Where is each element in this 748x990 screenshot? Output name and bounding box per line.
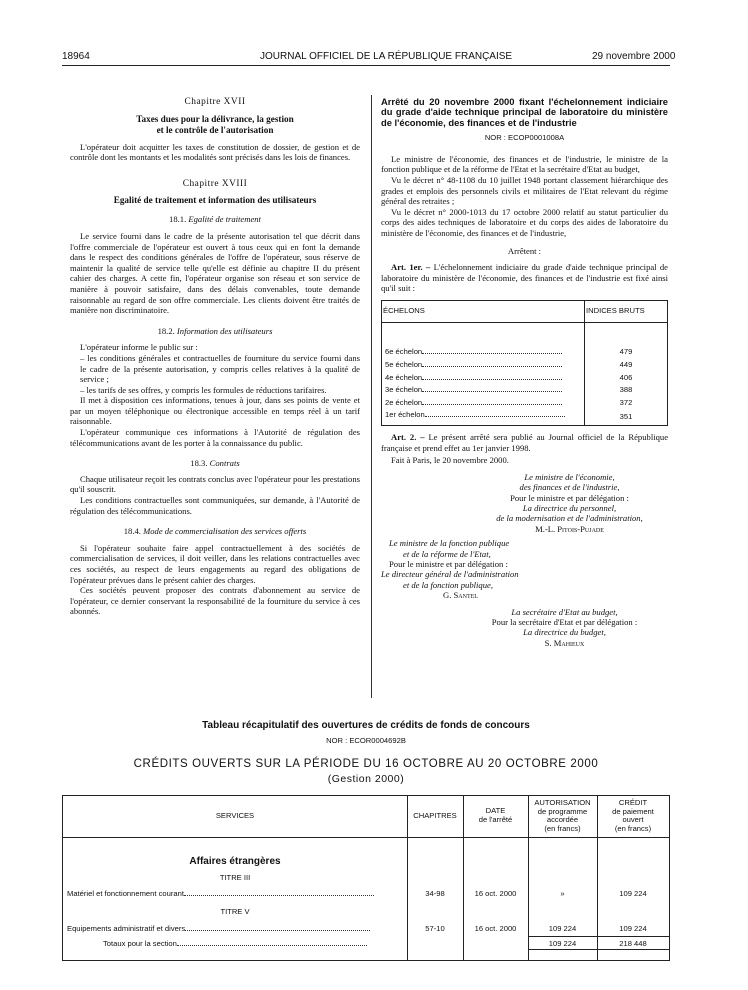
sig-line: Pour le ministre et par délégation : — [510, 492, 629, 503]
sig-line: Le ministre de la fonction publique — [389, 538, 510, 549]
section-18-2-intro: L'opérateur informe le public sur : — [80, 342, 198, 353]
signatory-name: M.-L. Pitois-Pujade — [535, 523, 604, 534]
indice-cell: 449 — [619, 360, 633, 370]
row-2-service — [67, 924, 403, 933]
col-header-credit — [597, 799, 669, 833]
section-18-4-heading — [70, 526, 360, 537]
article-2-text: Le présent arrêté sera publié au Journal officiel de la République française et prend effet au 1er janvier 1998. — [381, 432, 669, 453]
indice-cell: 351 — [619, 411, 633, 421]
section-title: Contrats — [209, 458, 240, 469]
left-column — [70, 97, 360, 617]
table-row — [382, 409, 668, 425]
decree-para-2: Vu le décret n° 48-1108 du 10 juillet 1948 portant classement hiérarchique des grades et emplois des personnels civils et militaires de l'Etat relevant du régime général des retraites ; — [381, 175, 668, 207]
row-1-credit: 109 224 — [619, 889, 647, 898]
sig-line: des finances et de l'industrie, — [519, 482, 620, 493]
section-18-2-bullet-1: – les conditions générales et contractuelles de fourniture du service fourni dans le cadre de la présente autorisation, y compris celles relatives à la qualité de service ; — [80, 352, 360, 385]
header-rule — [63, 837, 669, 838]
col-header-services: SERVICES — [215, 811, 255, 820]
section-title: Mode de commercialisation des services offerts — [143, 526, 307, 537]
echelon-label: 5e échelon — [385, 360, 423, 370]
indice-cell: 406 — [619, 372, 633, 382]
table-row — [382, 397, 668, 410]
table-row — [382, 346, 668, 359]
echelon-label: 4e échelon — [385, 372, 423, 382]
section-18-1-heading — [70, 214, 360, 225]
section-title: Egalité de traitement — [188, 214, 261, 225]
leader-dots — [425, 416, 565, 417]
header-line: CRÉDIT — [618, 798, 648, 807]
decree-para-3: Vu le décret n° 2000-1013 du 17 octobre 2000 relatif au statut particulier du corps des aides techniques de laboratoire et du corps des aides de laboratoire du ministère de l'économie, des finances et de l'industrie, — [381, 206, 668, 238]
section-18-2-para-2: Il met à disposition ces informations, tenues à jour, dans ses points de vente et par un moyen téléphonique ou électronique accessible en temps réel à un tarif raisonnable. — [70, 395, 360, 427]
total-label-text: Totaux pour la section — [103, 939, 177, 948]
leader-dots — [422, 391, 562, 392]
right-column — [381, 97, 668, 648]
chapter-18-label: Chapitre XVIII — [182, 178, 248, 189]
total-credit: 218 448 — [619, 939, 647, 948]
echelons-table — [381, 300, 668, 426]
sig-line: Pour le ministre et par délégation : — [389, 559, 508, 570]
row-2-date: 16 oct. 2000 — [474, 924, 517, 933]
echelon-label: 2e échelon — [385, 397, 423, 407]
titre-5: TITRE V — [220, 907, 250, 916]
fait-a-paris: Fait à Paris, le 20 novembre 2000. — [391, 455, 509, 466]
table-header-row — [382, 300, 668, 322]
echelon-cell — [382, 359, 585, 372]
section-number: 18.1. — [169, 214, 187, 225]
col-header-echelons: ÉCHELONS — [382, 300, 585, 322]
section-title: Information des utilisateurs — [176, 325, 273, 336]
sig-line: et de la fonction publique, — [403, 579, 493, 590]
credits-subheading: (Gestion 2000) — [327, 773, 405, 785]
sig-line: et de la réforme de l'Etat, — [403, 548, 491, 559]
echelon-cell — [382, 384, 585, 397]
page-number: 18964 — [62, 51, 90, 62]
journal-title: JOURNAL OFFICIEL DE LA RÉPUBLIQUE FRANÇAISE — [260, 51, 513, 62]
indice-cell: 479 — [619, 347, 633, 357]
signatory-name: S. Mahieux — [544, 637, 585, 648]
titre-3: TITRE III — [219, 873, 251, 882]
spacer-cell — [382, 322, 585, 346]
article-1-text: L'échelonnement indiciaire du grade d'aide technique principal de laboratoire du ministère de l'économie, des finances et de l'industrie est fixé ainsi qu'il suit : — [381, 262, 668, 294]
chapter-17-text: L'opérateur doit acquitter les taxes de constitution de dossier, de gestion et de contrôle dont les montants et les modalités sont précisés dans les lois de finances. — [70, 141, 360, 163]
article-1 — [381, 262, 668, 294]
article-2 — [381, 432, 668, 453]
leader-dots — [177, 945, 367, 946]
totals-label — [103, 939, 403, 948]
leader-dots — [422, 379, 562, 380]
signature-block-1 — [471, 472, 668, 534]
section-number: 18.2. — [157, 325, 175, 336]
col-header-date — [463, 807, 528, 824]
indice-cell: 388 — [619, 385, 633, 395]
sig-line: La directrice du personnel, — [522, 503, 617, 513]
header-rule — [62, 65, 670, 66]
col-header-chapitres: CHAPITRES — [413, 811, 457, 820]
sig-line: Pour la secrétaire d'Etat et par délégation : — [491, 617, 638, 628]
sig-line: de la modernisation et de l'administration, — [496, 513, 643, 524]
echelon-label: 3e échelon — [385, 385, 423, 395]
section-18-1-text: Le service fourni dans le cadre de la présente autorisation tel que décrit dans l'offre commerciale de l'opérateur est ouvert à tous ceux qui en font la demande dans le respect des conditions générales de l'offre de l'opérateur, sous réserve de maintenir la qualité de service telle qu'elle est définie au chapitre II du présent cahier des charges. A cette fin, l'opérateur organise son réseau et son service de manière à pouvoir satisfaire, dans des délais convenables, toute demande raisonnable au regard de son offre commerciale. Les clients doivent être traités de manière non discriminatoire. — [70, 230, 360, 316]
col-rule — [407, 796, 408, 960]
section-18-2-heading — [70, 326, 360, 337]
service-label: Equipements administratif et divers — [67, 924, 186, 933]
indice-cell: 372 — [619, 397, 633, 407]
row-2-credit: 109 224 — [619, 924, 647, 933]
article-1-label: Art. 1er. – — [391, 262, 431, 273]
row-1-autorisation: » — [560, 889, 565, 898]
table-spacer-row — [382, 322, 668, 346]
section-18-4-para-1: Si l'opérateur souhaite faire appel contractuellement à des sociétés de commercialisation de services, il doit veiller, dans les relations contractuelles avec ces sociétés, au respect de leurs engagements au regard des obligations de l'opérateur prévues dans le présent cahier des charges. — [70, 542, 360, 585]
header-line: ouvert — [622, 815, 644, 825]
echelon-cell — [382, 346, 585, 359]
table-row — [382, 372, 668, 385]
header-line: (en francs) — [614, 823, 652, 833]
spacer-cell — [585, 322, 668, 346]
credits-table — [62, 795, 670, 961]
recap-nor: NOR : ECOR0004692B — [326, 736, 406, 745]
section-18-2-para-3: L'opérateur communique ces informations à l'Autorité de régulation des télécommunications avant de les porter à la connaissance du public. — [70, 427, 360, 448]
chapter-18-title: Egalité de traitement et information des utilisateurs — [113, 195, 317, 206]
leader-dots — [422, 366, 562, 367]
decree-title: Arrêté du 20 novembre 2000 fixant l'échelonnement indiciaire du grade d'aide technique principal de laboratoire du ministère de l'économie, des finances et de l'industrie — [381, 96, 668, 128]
issue-date: 29 novembre 2000 — [592, 51, 676, 62]
arretent: Arrêtent : — [507, 245, 542, 256]
total-rule — [528, 949, 669, 950]
section-18-3-heading — [70, 458, 360, 469]
signatory-name: G. Santel — [443, 590, 478, 601]
echelon-label: 1er échelon — [385, 410, 425, 420]
sig-line: La directrice du budget, — [523, 627, 606, 638]
column-separator — [371, 95, 372, 698]
sig-line: Le ministre de l'économie, — [524, 471, 615, 482]
section-number: 18.4. — [123, 526, 141, 537]
sig-line: Le directeur général de l'administration — [381, 569, 519, 580]
chapter-17-label: Chapitre XVII — [184, 97, 246, 107]
section-18-3-para-1: Chaque utilisateur reçoit les contrats conclus avec l'opérateur pour les prestations qu'il souscrit. — [70, 473, 360, 495]
col-header-autorisation — [528, 799, 597, 833]
service-label: Matériel et fonctionnement courant — [67, 889, 184, 898]
echelon-cell — [382, 372, 585, 385]
leader-dots — [184, 895, 374, 896]
echelon-cell — [382, 409, 585, 425]
section-18-2-bullet-2: – les tarifs de ses offres, y compris les formules de réductions tarifaires. — [80, 384, 327, 395]
chapter-17-title-2: et le contrôle de l'autorisation — [156, 124, 274, 135]
row-1-chapitre: 34-98 — [425, 889, 445, 898]
header-line: de paiement — [612, 806, 654, 816]
header-line: de l'arrêté — [478, 814, 513, 824]
credits-heading: CRÉDITS OUVERTS SUR LA PÉRIODE DU 16 OCTOBRE AU 20 OCTOBRE 2000 — [133, 758, 599, 770]
row-2-autorisation: 109 224 — [548, 924, 577, 933]
leader-dots — [185, 930, 370, 931]
header-line: de programme — [537, 806, 588, 816]
sig-line: La secrétaire d'Etat au budget, — [511, 606, 618, 617]
recap-title: Tableau récapitulatif des ouvertures de crédits de fonds de concours — [202, 720, 530, 731]
leader-dots — [422, 353, 562, 354]
decree-para-1: Le ministre de l'économie, des finances et de l'industrie, le ministre de la fonction publique et de la réforme de l'Etat et la secrétaire d'Etat au budget, — [381, 153, 668, 175]
echelon-label: 6e échelon — [385, 347, 423, 357]
signature-block-3 — [461, 607, 668, 649]
section-18-3-para-2: Les conditions contractuelles sont communiquées, sur demande, à l'Autorité de régulation des télécommunications. — [70, 495, 360, 516]
total-rule — [528, 936, 669, 937]
decree-nor: NOR : ECOP0001008A — [484, 133, 565, 143]
leader-dots — [422, 404, 562, 405]
col-header-indices: INDICES BRUTS — [585, 300, 668, 322]
table-row — [382, 359, 668, 372]
header-line: AUTORISATION — [534, 798, 591, 807]
section-18-4-para-2: Ces sociétés peuvent proposer des contrats d'abonnement au service de l'opérateur, ce dernier conservant la responsabilité de la fourniture du service à ces abonnés. — [70, 585, 360, 617]
total-autorisation: 109 224 — [548, 939, 577, 948]
signature-block-2 — [381, 538, 558, 600]
row-2-chapitre: 57-10 — [425, 924, 445, 933]
chapter-17-title-1: Taxes dues pour la délivrance, la gestion — [136, 113, 294, 124]
section-number: 18.3. — [190, 458, 208, 469]
row-1-service — [67, 889, 403, 898]
table-row — [382, 384, 668, 397]
echelon-cell — [382, 397, 585, 410]
header-line: DATE — [485, 806, 506, 815]
header-line: accordée — [546, 815, 579, 825]
section-affaires-etrangeres: Affaires étrangères — [189, 856, 281, 867]
row-1-date: 16 oct. 2000 — [474, 889, 517, 898]
header-line: (en francs) — [544, 823, 581, 833]
article-2-label: Art. 2. – — [391, 432, 425, 442]
